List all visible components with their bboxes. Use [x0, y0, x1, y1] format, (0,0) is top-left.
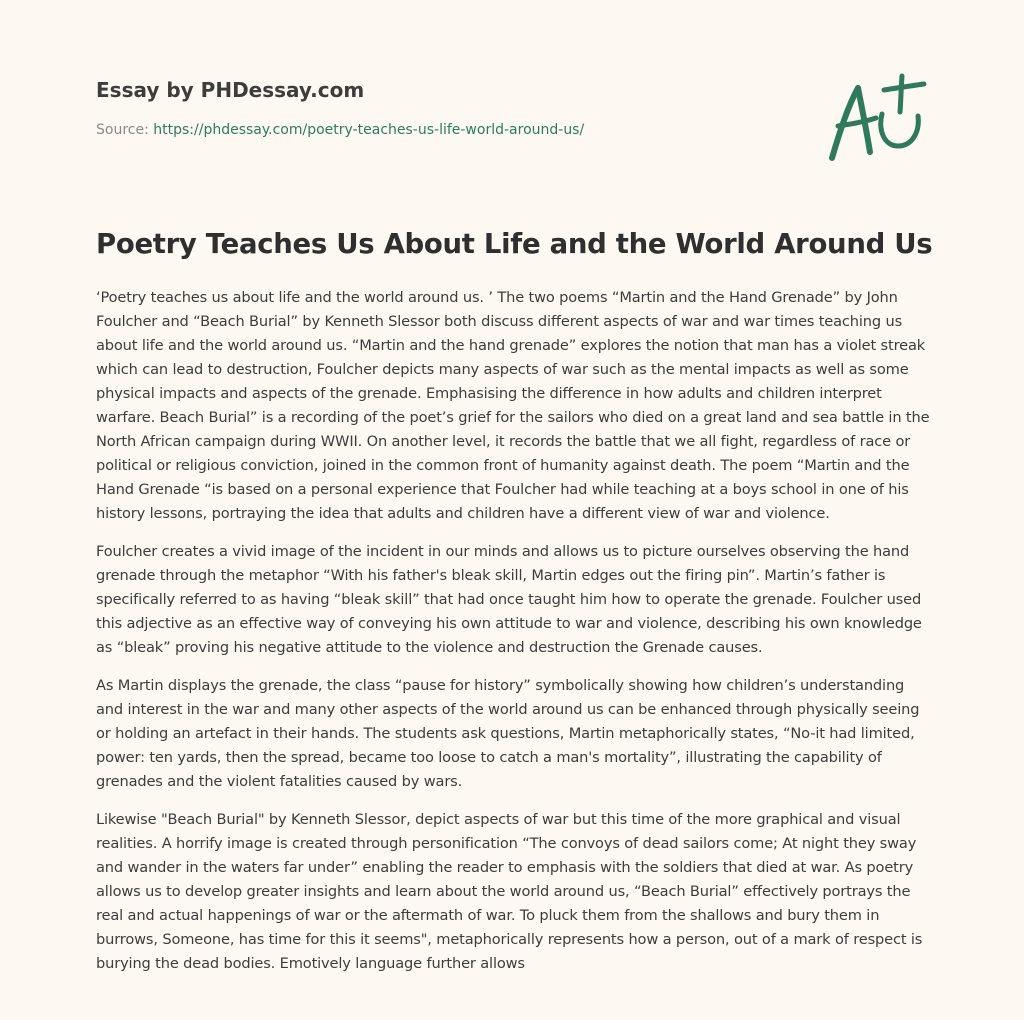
source-line [96, 120, 796, 140]
source-link[interactable]: https://phdessay.com/poetry-teaches-us-life-world-around-us/ [153, 122, 585, 138]
page-header [96, 76, 796, 140]
essay-paragraph-1: ‘Poetry teaches us about life and the world around us. ’ The two poems “Martin and the Hand Grenade” by John Foulcher and “Beach Burial” by Kenneth Slessor both discuss different aspects of war and war times teaching us about life and the world around us. “Martin and the hand grenade” explores the notion that man has a violet streak which can lead to destruction, Foulcher depicts many aspects of war such as the mental impacts as well as some physical impacts and aspects of the grenade. Emphasising the difference in how adults and children interpret warfare. Beach Burial” is a recording of the poet’s grief for the sailors who died on a great land and sea battle in the North African campaign during WWII. On another level, it records the battle that we all fight, regardless of race or political or religious conviction, joined in the common front of humanity against death. The poem “Martin and the Hand Grenade “is based on a personal experience that Foulcher had while teaching at a boys school in one of his history lessons, portraying the idea that adults and children have a different view of war and violence. [96, 289, 930, 522]
essay-paragraph-2: Foulcher creates a vivid image of the incident in our minds and allows us to picture ourselves observing the hand grenade through the metaphor “With his father's bleak skill, Martin edges out the firing pin”. Martin’s father is specifically referred to as having “bleak skill” that had once taught him how to operate the grenade. Foulcher used this adjective as an effective way of conveying his own attitude to war and violence, describing his own knowledge as “bleak” proving his negative attitude to the violence and destruction the Grenade causes. [96, 543, 922, 656]
essay-paragraph-4: Likewise "Beach Burial" by Kenneth Slessor, depict aspects of war but this time of the more graphical and visual realities. A horrify image is created through personification “The convoys of dead sailors come; At night they sway and wander in the waters far under” enabling the reader to emphasis with the soldiers that died at war. As poetry allows us to develop greater insights and learn about the world around us, “Beach Burial” effectively portrays the real and actual happenings of war or the aftermath of war. To pluck them from the shallows and bury them in burrows, Someone, has time for this it seems", metaphorically represents how a person, out of a mark of respect is burying the dead bodies. Emotively language further allows [96, 811, 923, 972]
essay-title: Poetry Teaches Us About Life and the World Around Us [96, 228, 933, 260]
essay-paragraph-3: As Martin displays the grenade, the class “pause for history” symbolically showing how children’s understanding and interest in the war and many other aspects of the world around us can be enhanced through physically seeing or holding an artefact in their hands. The students ask questions, Martin metaphorically states, “No-it had limited, power: ten yards, then the spread, became too loose to catch a man's mortality”, illustrating the capability of grenades and the violent fatalities caused by wars. [96, 677, 920, 790]
site-title: Essay by PHDessay.com [96, 78, 365, 102]
a-plus-grade-icon [820, 66, 930, 166]
essay-body [96, 286, 932, 990]
source-label: Source: [96, 122, 154, 138]
